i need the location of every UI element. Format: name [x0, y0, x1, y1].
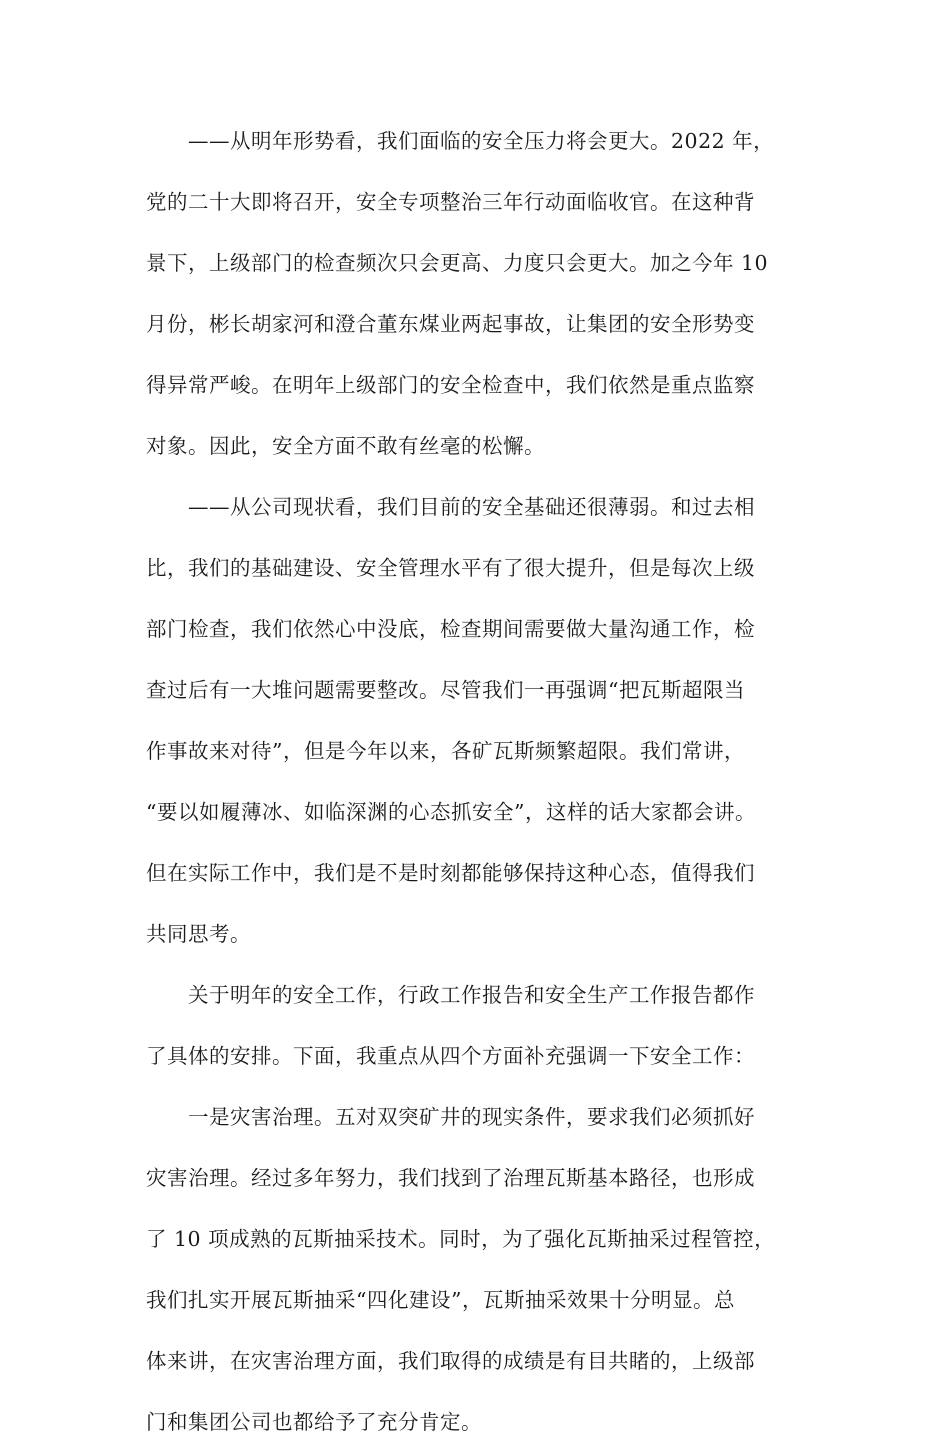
text-line: 得异常严峻。在明年上级部门的安全检查中，我们依然是重点监察 [146, 373, 755, 397]
text-line: 共同思考。 [146, 922, 251, 946]
text-line: 门和集团公司也都给予了充分肯定。 [146, 1410, 482, 1434]
text-line: 一是灾害治理。五对双突矿井的现实条件，要求我们必须抓好 [146, 1105, 755, 1129]
text-line: 体来讲，在灾害治理方面，我们取得的成绩是有目共睹的，上级部 [146, 1349, 755, 1373]
text-line: 但在实际工作中，我们是不是时刻都能够保持这种心态，值得我们 [146, 861, 755, 885]
text-line: ——从公司现状看，我们目前的安全基础还很薄弱。和过去相 [146, 495, 755, 519]
text-line: 景下，上级部门的检查频次只会更高、力度只会更大。加之今年 10 [146, 251, 769, 275]
text-line: ——从明年形势看，我们面临的安全压力将会更大。2022 年， [146, 129, 775, 153]
text-line: 党的二十大即将召开，安全专项整治三年行动面临收官。在这种背 [146, 190, 755, 214]
text-line: 了 10 项成熟的瓦斯抽采技术。同时，为了强化瓦斯抽采过程管控， [146, 1227, 776, 1251]
text-line: 作事故来对待”，但是今年以来，各矿瓦斯频繁超限。我们常讲， [146, 739, 745, 763]
text-line: 我们扎实开展瓦斯抽采“四化建设”，瓦斯抽采效果十分明显。总 [146, 1288, 735, 1312]
document-body [146, 128, 806, 1435]
text-line: 灾害治理。经过多年努力，我们找到了治理瓦斯基本路径，也形成 [146, 1166, 755, 1190]
text-line: 查过后有一大堆问题需要整改。尽管我们一再强调“把瓦斯超限当 [146, 678, 745, 702]
text-line: 月份，彬长胡家河和澄合董东煤业两起事故，让集团的安全形势变 [146, 312, 755, 336]
text-line: 部门检查，我们依然心中没底，检查期间需要做大量沟通工作，检 [146, 617, 755, 641]
text-line: 了具体的安排。下面，我重点从四个方面补充强调一下安全工作： [146, 1044, 755, 1068]
text-line: 关于明年的安全工作，行政工作报告和安全生产工作报告都作 [146, 983, 755, 1007]
text-line: “要以如履薄冰、如临深渊的心态抓安全”，这样的话大家都会讲。 [146, 800, 756, 824]
text-line: 比，我们的基础建设、安全管理水平有了很大提升，但是每次上级 [146, 556, 755, 580]
text-line: 对象。因此，安全方面不敢有丝毫的松懈。 [146, 434, 545, 458]
